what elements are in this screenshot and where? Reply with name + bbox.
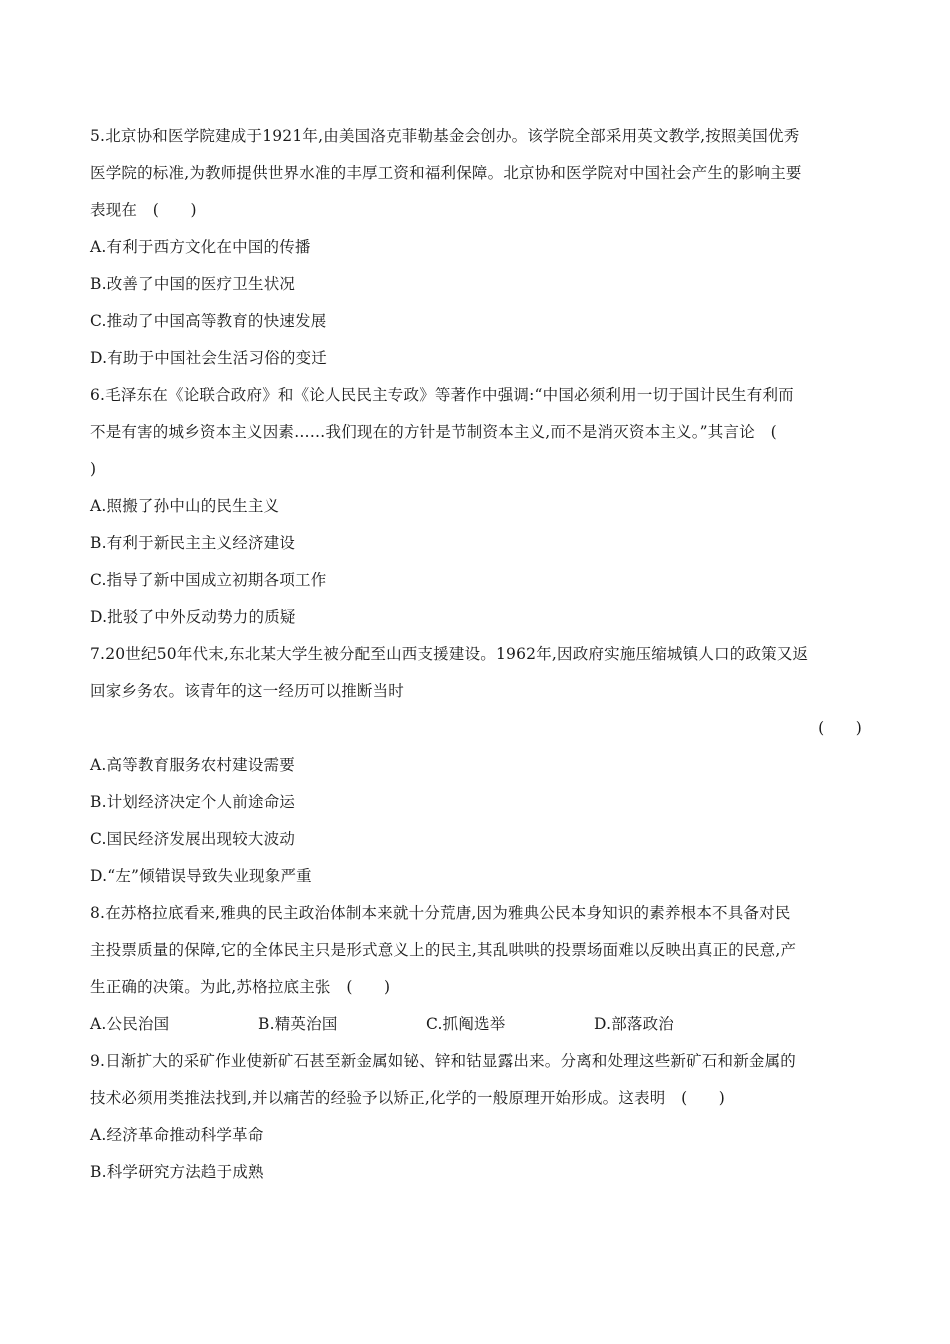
question-stem-line: 7.20世纪50年代末,东北某大学生被分配至山西支援建设。1962年,因政府实施压缩城镇人口的政策又返 (90, 645, 809, 663)
question-stem-line: 回家乡务农。该青年的这一经历可以推断当时 (90, 682, 405, 700)
question-stem-line: 6.毛泽东在《论联合政府》和《论人民民主专政》等著作中强调:“中国必须利用一切于国计民生有利而 (90, 386, 794, 404)
option-a: A.经济革命推动科学革命 (90, 1126, 264, 1144)
question-stem-line: ) (90, 460, 97, 478)
option-d: D.有助于中国社会生活习俗的变迁 (90, 349, 328, 367)
options-row (90, 1006, 862, 1043)
question-stem-line: 不是有害的城乡资本主义因素……我们现在的方针是节制资本主义,而不是消灭资本主义。”其言论 ( (90, 423, 777, 441)
option-c: C.指导了新中国成立初期各项工作 (90, 571, 327, 589)
option-c: C.推动了中国高等教育的快速发展 (90, 312, 327, 330)
option-b: B.改善了中国的医疗卫生状况 (90, 275, 296, 293)
option-b: B.有利于新民主主义经济建设 (90, 534, 296, 552)
option-d: D.“左”倾错误导致失业现象严重 (90, 867, 312, 885)
question-stem-line: 表现在 ( ) (90, 201, 197, 219)
question-5 (90, 118, 862, 377)
option-a: A.高等教育服务农村建设需要 (90, 756, 295, 774)
question-stem-line: 主投票质量的保障,它的全体民主只是形式意义上的民主,其乱哄哄的投票场面难以反映出真正的民意,产 (90, 941, 797, 959)
question-stem-line: 技术必须用类推法找到,并以痛苦的经验予以矫正,化学的一般原理开始形成。这表明 ( ) (90, 1089, 726, 1107)
option-b: B.精英治国 (258, 1015, 338, 1033)
option-a: A.照搬了孙中山的民生主义 (90, 497, 280, 515)
question-stem-line: 医学院的标准,为教师提供世界水准的丰厚工资和福利保障。北京协和医学院对中国社会产生的影响主要 (90, 164, 802, 182)
question-stem-line: 9.日渐扩大的采矿作业使新矿石甚至新金属如铋、锌和钴显露出来。分离和处理这些新矿石和新金属的 (90, 1052, 796, 1070)
question-stem-line: 生正确的决策。为此,苏格拉底主张 ( ) (90, 978, 391, 996)
option-b: B.科学研究方法趋于成熟 (90, 1163, 264, 1181)
exam-page (90, 118, 862, 1191)
option-c: C.国民经济发展出现较大波动 (90, 830, 296, 848)
answer-bracket: ( ) (818, 719, 862, 737)
question-stem-line: 8.在苏格拉底看来,雅典的民主政治体制本来就十分荒唐,因为雅典公民本身知识的素养根本不具备对民 (90, 904, 791, 922)
option-b: B.计划经济决定个人前途命运 (90, 793, 296, 811)
question-8 (90, 895, 862, 1043)
question-7 (90, 636, 862, 895)
question-stem-line: 5.北京协和医学院建成于1921年,由美国洛克菲勒基金会创办。该学院全部采用英文教学,按照美国优秀 (90, 127, 800, 145)
question-6 (90, 377, 862, 636)
option-d: D.部落政治 (594, 1015, 675, 1033)
option-a: A.公民治国 (90, 1015, 170, 1033)
option-c: C.抓阄选举 (426, 1015, 506, 1033)
question-9 (90, 1043, 862, 1191)
option-a: A.有利于西方文化在中国的传播 (90, 238, 311, 256)
option-d: D.批驳了中外反动势力的质疑 (90, 608, 296, 626)
